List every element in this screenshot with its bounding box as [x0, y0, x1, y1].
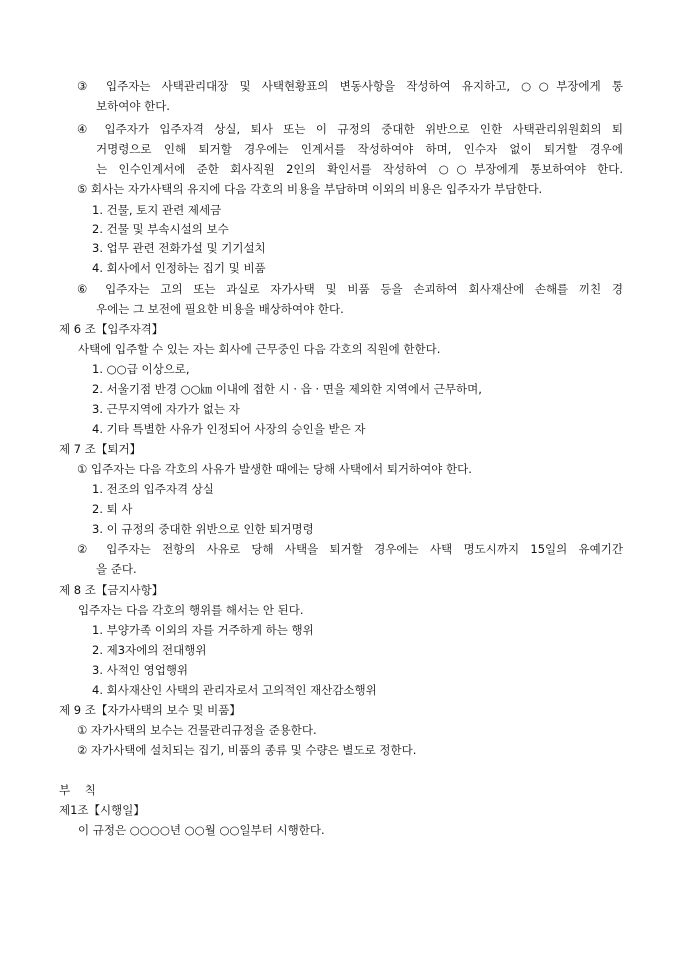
- paragraph-4-line-3: 는 인수인계서에 준한 회사직원 2인의 확인서를 작성하여 ○○부장에게 통보하여야 한다.: [96, 162, 623, 176]
- paragraph-4-line-2: 거명령으로 인해 퇴거할 경우에는 인계서를 작성하여야 하며, 인수자 없이 퇴거할 경우에: [96, 142, 623, 156]
- paragraph-6-line-2: 우에는 그 보전에 필요한 비용을 배상하여야 한다.: [96, 302, 344, 316]
- paragraph-5-item: 1. 건물, 토지 관련 제세금: [92, 203, 222, 217]
- article-8-heading: 제 8 조【금지사항】: [59, 583, 164, 597]
- article-7-item: 2. 퇴 사: [92, 502, 133, 516]
- article-6-item: 4. 기타 특별한 사유가 인정되어 사장의 승인을 받은 자: [92, 422, 366, 436]
- addenda-article-1-text: 이 규정은 ○○○○년 ○○월 ○○일부터 시행한다.: [78, 823, 325, 837]
- article-6-item: 1. ○○급 이상으로,: [92, 362, 190, 376]
- addenda-article-1-heading: 제1조【시행일】: [59, 803, 145, 817]
- article-8-item: 1. 부양가족 이외의 자를 거주하게 하는 행위: [92, 623, 314, 637]
- article-8-item: 2. 제3자에의 전대행위: [92, 643, 207, 657]
- article-7-item: 1. 전조의 입주자격 상실: [92, 482, 214, 496]
- paragraph-5-item: 2. 건물 및 부속시설의 보수: [92, 222, 229, 236]
- article-9-paragraph-2: ② 자가사택에 설치되는 집기, 비품의 종류 및 수량은 별도로 정한다.: [77, 743, 417, 757]
- article-6-heading: 제 6 조【입주자격】: [59, 322, 164, 336]
- article-6-item: 3. 근무지역에 자가가 없는 자: [92, 402, 240, 416]
- article-8-item: 4. 회사재산인 사택의 관리자로서 고의적인 재산감소행위: [92, 683, 377, 697]
- article-6-item: 2. 서울기점 반경 ○○㎞ 이내에 접한 시 · 읍 · 면을 제외한 지역에서 근무하며,: [92, 382, 482, 396]
- article-7-item: 3. 이 규정의 중대한 위반으로 인한 퇴거명령: [92, 522, 314, 536]
- article-8-item: 3. 사적인 영업행위: [92, 663, 189, 677]
- paragraph-3-line-1: ③ 입주자는 사택관리대장 및 사택현황표의 변동사항을 작성하여 유지하고, ○○부장에게 통: [77, 79, 623, 93]
- article-6-intro: 사택에 입주할 수 있는 자는 회사에 근무중인 다음 각호의 직원에 한한다.: [78, 342, 441, 356]
- paragraph-5-text: ⑤ 회사는 자가사택의 유지에 다음 각호의 비용을 부담하며 이외의 비용은 입주자가 부담한다.: [77, 182, 543, 196]
- paragraph-6-line-1: ⑥ 입주자는 고의 또는 과실로 자가사택 및 비품 등을 손괴하여 회사재산에 손해를 끼친 경: [77, 282, 623, 296]
- article-9-paragraph-1: ① 자가사택의 보수는 건물관리규정을 준용한다.: [77, 723, 317, 737]
- paragraph-5-item: 3. 업무 관련 전화가설 및 기기설치: [92, 241, 266, 255]
- article-7-paragraph-2-line-2: 을 준다.: [96, 562, 137, 576]
- article-9-heading: 제 9 조【자가사택의 보수 및 비품】: [59, 703, 241, 717]
- paragraph-5-item: 4. 회사에서 인정하는 집기 및 비품: [92, 261, 266, 275]
- article-7-heading: 제 7 조【퇴거】: [59, 442, 142, 456]
- article-7-paragraph-1: ① 입주자는 다음 각호의 사유가 발생한 때에는 당해 사택에서 퇴거하여야 한다.: [77, 462, 472, 476]
- article-8-intro: 입주자는 다음 각호의 행위를 해서는 안 된다.: [78, 603, 304, 617]
- paragraph-3-line-2: 보하여야 한다.: [96, 99, 170, 113]
- addenda-title: 부 칙: [59, 783, 96, 797]
- paragraph-4-line-1: ④ 입주자가 입주자격 상실, 퇴사 또는 이 규정의 중대한 위반으로 인한 사택관리위원회의 퇴: [77, 122, 623, 136]
- article-7-paragraph-2-line-1: ② 입주자는 전항의 사유로 당해 사택을 퇴거할 경우에는 사택 명도시까지 15일의 유예기간: [77, 542, 623, 556]
